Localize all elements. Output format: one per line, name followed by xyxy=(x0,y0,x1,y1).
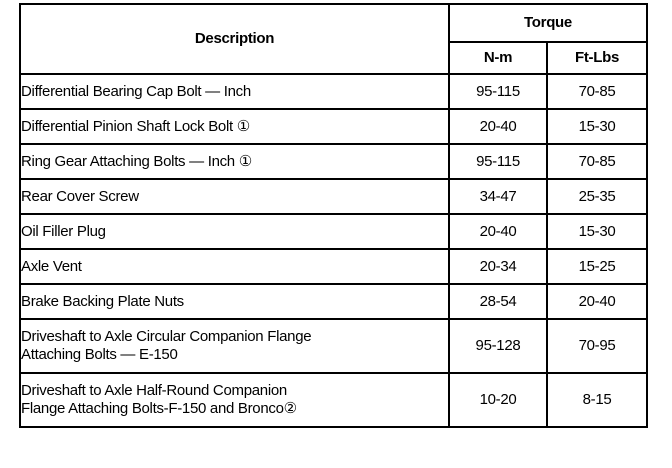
table-row xyxy=(20,179,647,214)
nm-header: N-m xyxy=(449,42,547,74)
description-cell xyxy=(20,214,449,249)
table-row xyxy=(20,373,647,427)
ftlbs-value-cell: 15-30 xyxy=(547,109,647,144)
ftlbs-value-cell: 15-25 xyxy=(547,249,647,284)
ftlbs-value-cell: 70-85 xyxy=(547,74,647,109)
ftlbs-header: Ft-Lbs xyxy=(547,42,647,74)
nm-value-cell: 20-40 xyxy=(449,214,547,249)
nm-value-cell: 20-34 xyxy=(449,249,547,284)
description-line: Driveshaft to Axle Circular Companion Flange xyxy=(21,328,312,345)
table-row xyxy=(20,74,647,109)
description-line: Ring Gear Attaching Bolts — Inch ① xyxy=(21,152,252,170)
description-cell xyxy=(20,144,449,179)
description-line: Driveshaft to Axle Half-Round Companion xyxy=(21,382,287,399)
description-cell xyxy=(20,319,449,373)
description-line: Oil Filler Plug xyxy=(21,222,106,240)
table-body xyxy=(20,74,647,427)
description-line: Differential Bearing Cap Bolt — Inch xyxy=(21,82,251,100)
ftlbs-value-cell: 70-85 xyxy=(547,144,647,179)
ftlbs-value-cell: 15-30 xyxy=(547,214,647,249)
table-row xyxy=(20,109,647,144)
header-row-top xyxy=(20,4,647,42)
description-cell xyxy=(20,284,449,319)
description-cell xyxy=(20,179,449,214)
description-cell xyxy=(20,74,449,109)
table-row xyxy=(20,144,647,179)
nm-value-cell: 20-40 xyxy=(449,109,547,144)
torque-spec-table xyxy=(19,3,648,428)
description-line: Differential Pinion Shaft Lock Bolt ① xyxy=(21,117,250,135)
nm-value-cell: 95-128 xyxy=(449,319,547,373)
ftlbs-value-cell: 70-95 xyxy=(547,319,647,373)
description-header: Description xyxy=(20,4,449,74)
description-line: Rear Cover Screw xyxy=(21,187,139,205)
nm-value-cell: 10-20 xyxy=(449,373,547,427)
description-line: Brake Backing Plate Nuts xyxy=(21,292,184,310)
description-line: Attaching Bolts — E-150 xyxy=(21,346,178,363)
table-row xyxy=(20,214,647,249)
description-line: Flange Attaching Bolts-F-150 and Bronco② xyxy=(21,400,297,417)
description-cell xyxy=(20,249,449,284)
table-row xyxy=(20,319,647,373)
nm-value-cell: 95-115 xyxy=(449,74,547,109)
nm-value-cell: 34-47 xyxy=(449,179,547,214)
ftlbs-value-cell: 8-15 xyxy=(547,373,647,427)
table-row xyxy=(20,284,647,319)
description-cell xyxy=(20,109,449,144)
description-line: Axle Vent xyxy=(21,257,82,275)
nm-value-cell: 95-115 xyxy=(449,144,547,179)
description-cell xyxy=(20,373,449,427)
torque-header: Torque xyxy=(449,4,647,42)
table-row xyxy=(20,249,647,284)
ftlbs-value-cell: 20-40 xyxy=(547,284,647,319)
nm-value-cell: 28-54 xyxy=(449,284,547,319)
ftlbs-value-cell: 25-35 xyxy=(547,179,647,214)
